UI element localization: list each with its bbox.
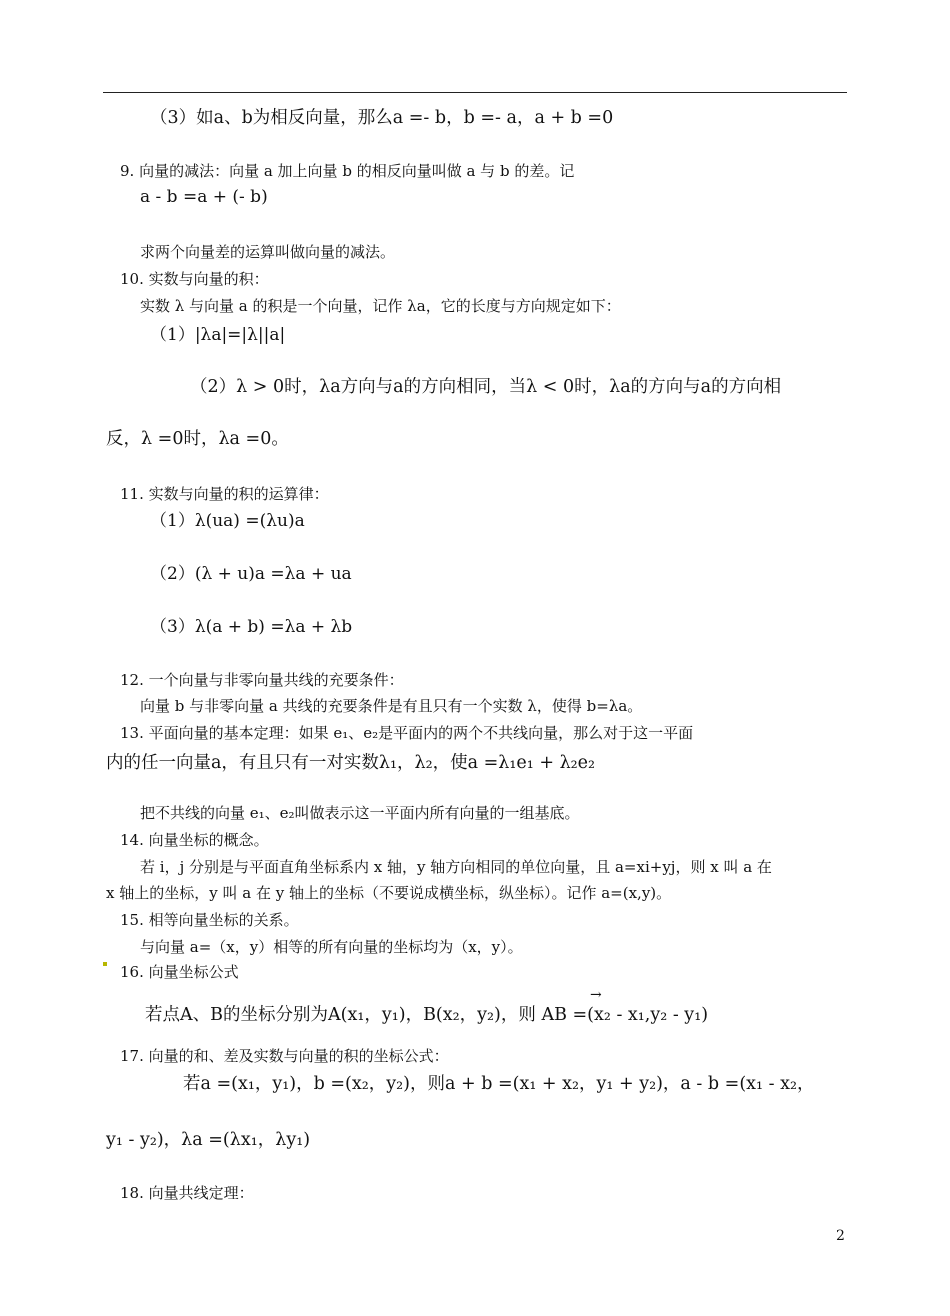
line-24: 16. 向量坐标公式 [120, 963, 239, 981]
line-12: （2）(λ + u)a =λa + ua [150, 564, 352, 584]
line-2: 9. 向量的减法：向量 a 加上向量 b 的相反向量叫做 a 与 b 的差。记 [120, 162, 575, 180]
line-6: 实数 λ 与向量 a 的积是一个向量，记作 λa，它的长度与方向规定如下： [140, 297, 621, 315]
line-21: x 轴上的坐标，y 叫 a 在 y 轴上的坐标（不要说成横坐标，纵坐标）。记作 a=(x,y)。 [106, 884, 672, 902]
line-1: （3）如a、b为相反向量，那么a =- b，b =- a，a + b =0 [150, 108, 614, 128]
vector-arrow: → [590, 987, 602, 1003]
line-19: 14. 向量坐标的概念。 [120, 831, 269, 849]
line-3: a - b =a + (- b) [140, 187, 268, 207]
line-14: 12. 一个向量与非零向量共线的充要条件： [120, 671, 404, 689]
margin-marker [103, 962, 107, 966]
line-13: （3）λ(a + b) =λa + λb [150, 617, 353, 637]
line-10: 11. 实数与向量的积的运算律： [120, 485, 329, 503]
line-8: （2）λ > 0时，λa方向与a的方向相同，当λ < 0时，λa的方向与a的方向相 [190, 377, 782, 397]
line-7: （1）|λa|=|λ||a| [150, 325, 286, 345]
line-25: 若点A、B的坐标分别为A(x₁，y₁)，B(x₂，y₂)，则 AB =(x₂ - x₁,y₂ - y₁) [145, 1005, 709, 1025]
line-27: 若a =(x₁，y₁)，b =(x₂，y₂)，则a + b =(x₁ + x₂，y₁ + y₂)，a - b =(x₁ - x₂， [183, 1074, 815, 1094]
line-4: 求两个向量差的运算叫做向量的减法。 [140, 243, 396, 261]
line-15: 向量 b 与非零向量 a 共线的充要条件是有且只有一个实数 λ，使得 b=λa。 [140, 697, 643, 715]
line-23: 与向量 a=（x，y）相等的所有向量的坐标均为（x，y）。 [140, 938, 523, 956]
line-9: 反，λ =0时，λa =0。 [106, 429, 289, 449]
line-26: 17. 向量的和、差及实数与向量的积的坐标公式： [120, 1047, 449, 1065]
line-29: 18. 向量共线定理： [120, 1184, 254, 1202]
page-number: 2 [836, 1228, 845, 1244]
line-22: 15. 相等向量坐标的关系。 [120, 911, 299, 929]
line-17: 内的任一向量a，有且只有一对实数λ₁，λ₂，使a =λ₁e₁ + λ₂e₂ [106, 753, 596, 773]
header-rule [103, 92, 847, 93]
line-28: y₁ - y₂)，λa =(λx₁，λy₁) [106, 1130, 311, 1150]
line-18: 把不共线的向量 e₁、e₂叫做表示这一平面内所有向量的一组基底。 [140, 804, 580, 822]
line-20: 若 i，j 分别是与平面直角坐标系内 x 轴，y 轴方向相同的单位向量，且 a=xi+yj，则 x 叫 a 在 [140, 858, 772, 876]
line-5: 10. 实数与向量的积： [120, 270, 269, 288]
line-11: （1）λ(ua) =(λu)a [150, 511, 305, 531]
line-16: 13. 平面向量的基本定理：如果 e₁、e₂是平面内的两个不共线向量，那么对于这一平面 [120, 724, 694, 742]
